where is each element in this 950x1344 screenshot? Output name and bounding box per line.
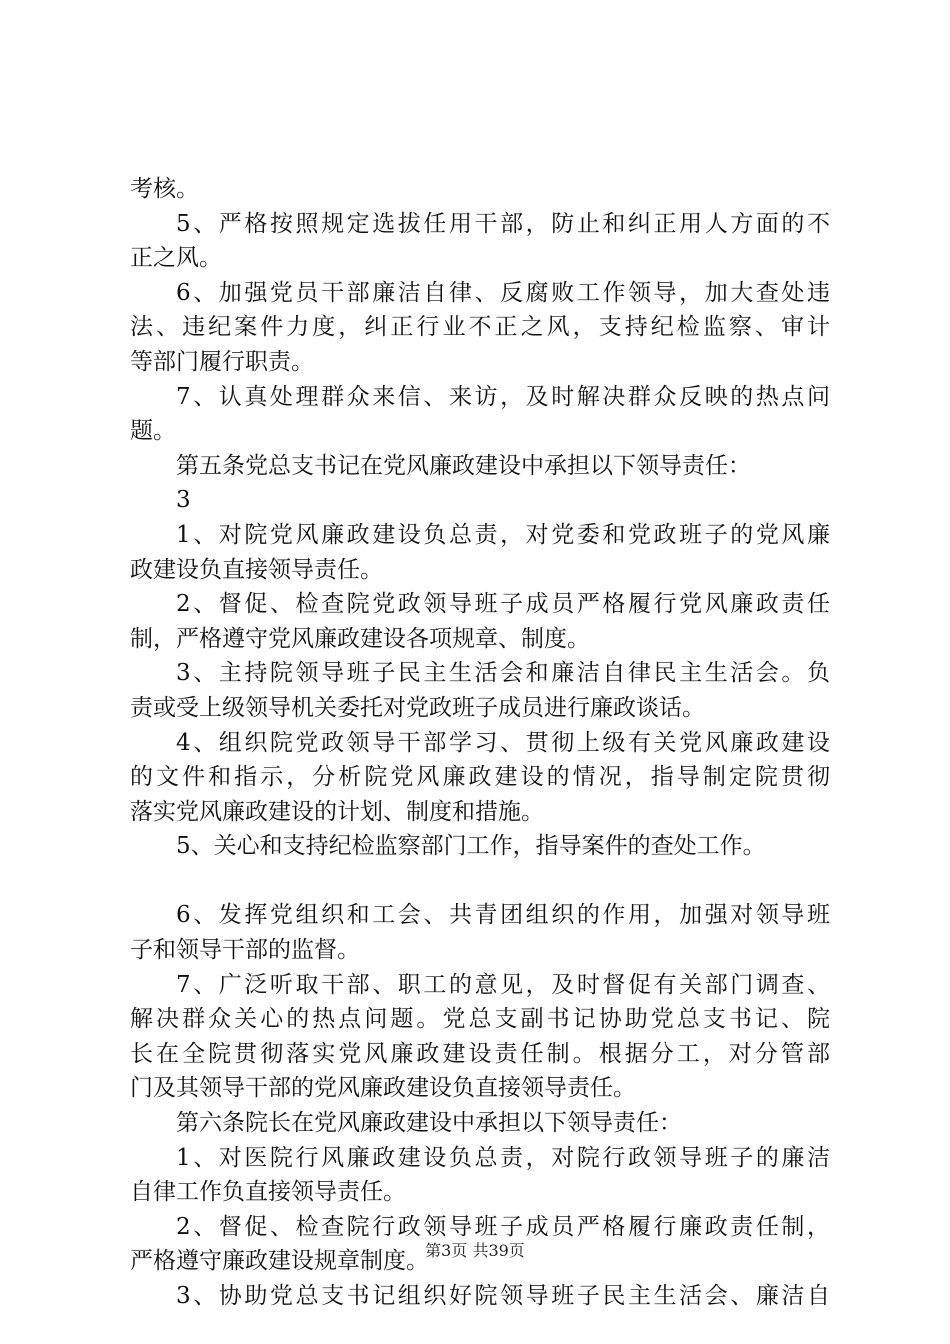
text-line: 长在全院贯彻落实党风廉政建设责任制。根据分工，对分管部 [130,1040,830,1067]
text-line: 考核。 [130,176,199,202]
text-line: 5、严格按照规定选拔任用干部，防止和纠正用人方面的不 [176,210,830,237]
text-line: 4、组织院党政领导干部学习、贯彻上级有关党风廉政建设 [176,729,830,756]
text-line: 6、发挥党组织和工会、共青团组织的作用，加强对领导班 [176,902,830,929]
text-line: 的文件和指示，分析院党风廉政建设的情况，指导制定院贯彻 [130,764,830,791]
text-line: 政建设负直接领导责任。 [130,556,383,583]
text-line: 正之风。 [130,245,222,272]
article-heading: 第五条党总支书记在党风廉政建设中承担以下领导责任： [176,452,751,479]
text-line: 题。 [130,418,176,445]
text-line: 3、协助党总支书记组织好院领导班子民主生活会、廉洁自 [176,1283,830,1309]
text-line: 自律工作负直接领导责任。 [130,1179,406,1206]
text-line: 3、主持院领导班子民主生活会和廉洁自律民主生活会。负 [176,660,830,687]
text-line: 落实党风廉政建设的计划、制度和措施。 [130,798,544,825]
text-line: 2、督促、检查院行政领导班子成员严格履行廉政责任制， [176,1213,830,1240]
text-line: 1、对院党风廉政建设负总责，对党委和党政班子的党风廉 [176,521,830,548]
blank-line [130,864,830,899]
text-line: 1、对医院行风廉政建设负总责，对院行政领导班子的廉洁 [176,1144,830,1171]
text-line: 7、广泛听取干部、职工的意见，及时督促有关部门调查、 [176,971,830,998]
text-line: 7、认真处理群众来信、来访，及时解决群众反映的热点问 [176,383,830,410]
text-line: 解决群众关心的热点问题。党总支副书记协助党总支书记、院 [130,1006,830,1033]
text-line: 子和领导干部的监督。 [130,937,360,964]
text-line: 2、督促、检查院党政领导班子成员严格履行党风廉政责任 [176,591,830,618]
text-line: 责或受上级领导机关委托对党政班子成员进行廉政谈话。 [130,694,705,721]
page-footer: 第3页 共39页 [425,1241,525,1260]
text-line: 法、违纪案件力度，纠正行业不正之风，支持纪检监察、审计 [130,314,830,341]
document-body [130,172,830,1314]
text-line: 严格遵守廉政建设规章制度。 [130,1248,429,1275]
text-line: 5、关心和支持纪检监察部门工作，指导案件的查处工作。 [176,833,766,860]
text-line: 门及其领导干部的党风廉政建设负直接领导责任。 [130,1075,636,1102]
text-line: 6、加强党员干部廉洁自律、反腐败工作领导，加大查处违 [176,279,830,306]
text-line: 3 [176,487,191,514]
text-line: 等部门履行职责。 [130,348,314,375]
text-line: 制，严格遵守党风廉政建设各项规章、制度。 [130,625,590,652]
article-heading: 第六条院长在党风廉政建设中承担以下领导责任： [176,1110,682,1137]
